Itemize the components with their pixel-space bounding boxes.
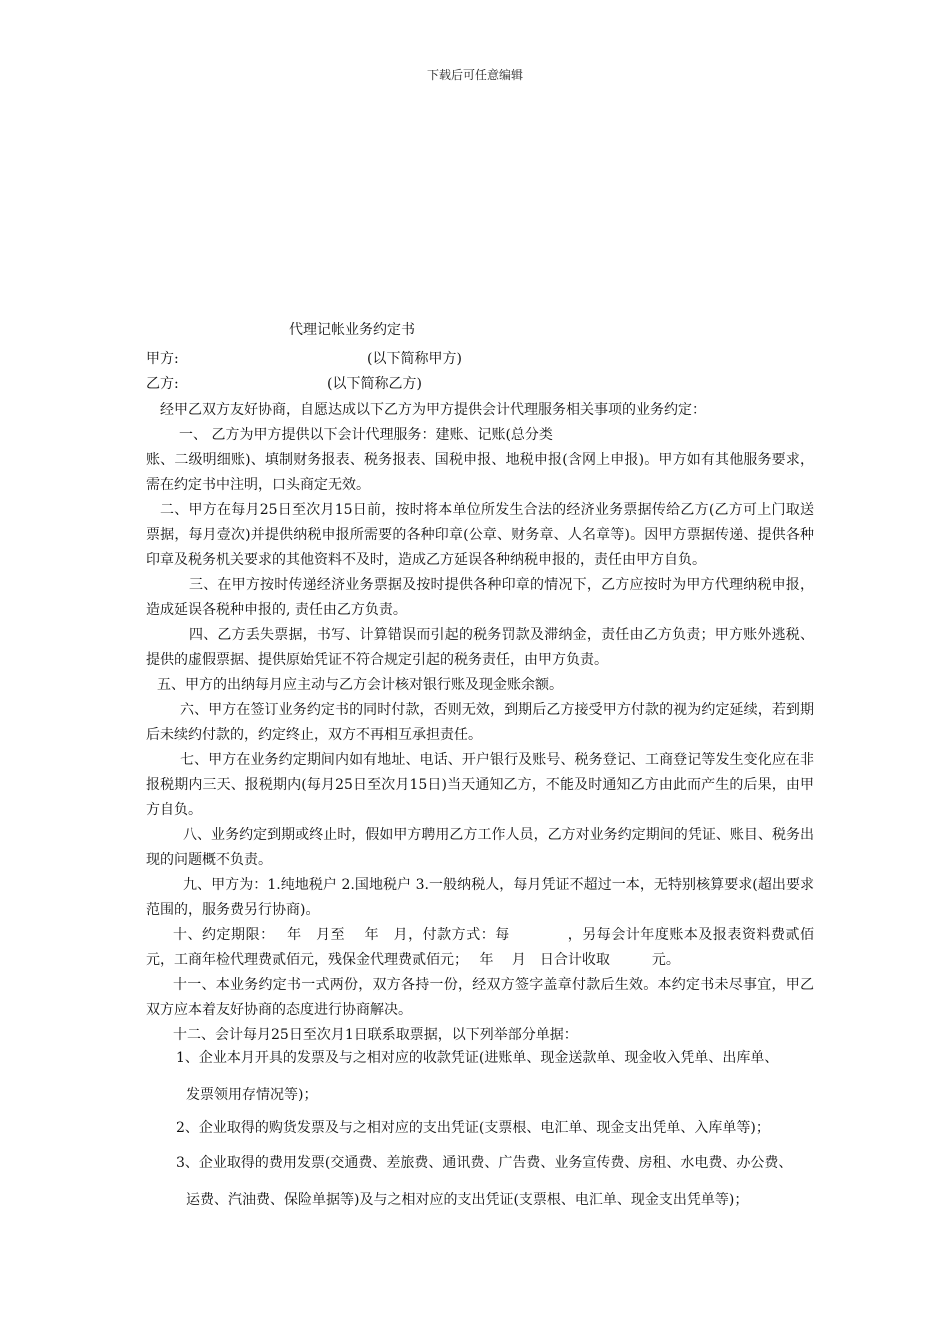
clause-12: 十二、会计每月25日至次月1日联系取票据，以下列举部分单据：	[173, 1027, 578, 1043]
party-a-label: 甲方:	[146, 351, 179, 367]
clause-4: 四、乙方丢失票据，书写、计算错误而引起的税务罚款及滞纳金，责任由乙方负责；甲方账外逃税、提供的虚假票据、提供原始凭证不符合规定引起的税务责任，由甲方负责。	[146, 627, 814, 668]
list-item-2-first: 2、企业取得的购货发票及与之相对应的支出凭证(支票根、电汇单、现金支出凭单、入库单等)；	[176, 1120, 770, 1136]
list-item	[176, 1118, 831, 1138]
list-item-1-first: 1、企业本月开具的发票及与之相对应的收款凭证(进账单、现金送款单、现金收入凭单、出库单、	[176, 1050, 779, 1066]
clause-8: 八、业务约定到期或终止时，假如甲方聘用乙方工作人员，乙方对业务约定期间的凭证、账目、税务出现的问题概不负责。	[146, 827, 814, 868]
clause-11: 十一、本业务约定书一式两份，双方各持一份，经双方签字盖章付款后生效。本约定书未尽事宜，甲乙双方应本着友好协商的态度进行协商解决。	[146, 977, 814, 1018]
list-item-1-cont: 发票领用存情况等)；	[186, 1087, 318, 1103]
clause-6: 六、甲方在签订业务约定书的同时付款，否则无效，到期后乙方接受甲方付款的视为约定延续，若到期后未续约付款的，约定终止，双方不再相互承担责任。	[146, 702, 814, 743]
list-item-3-first: 3、企业取得的费用发票(交通费、差旅费、通讯费、广告费、业务宣传费、房租、水电费、办公费、	[176, 1155, 793, 1171]
header-note: 下载后可任意编辑	[426, 68, 523, 82]
clause-3: 三、在甲方按时传递经济业务票据及按时提供各种印章的情况下，乙方应按时为甲方代理纳税申报，造成延误各税种申报的, 责任由乙方负责。	[146, 577, 814, 618]
clause-9: 九、甲方为：1.纯地税户 2.国地税户 3.一般纳税人，每月凭证不超过一本，无特别核算要求(超出要求范围的，服务费另行协商)。	[146, 877, 814, 918]
clause-1-first-line: 一、 乙方为甲方提供以下会计代理服务：建账、记账(总分类	[179, 427, 553, 443]
list-item	[176, 1048, 831, 1105]
list-item-3-cont: 运费、汽油费、保险单据等)及与之相对应的支出凭证(支票根、电汇单、现金支出凭单等)；	[186, 1192, 749, 1208]
list-item	[176, 1153, 831, 1210]
party-a-alias: (以下简称甲方)	[367, 351, 462, 367]
document-title: 代理记帐业务约定书	[289, 322, 415, 338]
clause-2: 二、甲方在每月25日至次月15日前，按时将本单位所发生合法的经济业务票据传给乙方(乙方可上门取送票据，每月壹次)并提供纳税申报所需要的各种印章(公章、财务章、人名章等)。因甲方票据传递、提供各种印章及税务机关要求的其他资料不及时，造成乙方延误各种纳税申报的，责任由甲方自负。	[146, 502, 814, 568]
clause-7: 七、甲方在业务约定期间内如有地址、电话、开户银行及账号、税务登记、工商登记等发生变化应在非报税期内三天、报税期内(每月25日至次月15日)当天通知乙方，不能及时通知乙方由此而产生的后果，由甲方自负。	[146, 752, 814, 818]
clause-5: 五、甲方的出纳每月应主动与乙方会计核对银行账及现金账余额。	[157, 677, 563, 693]
party-b-label: 乙方:	[146, 376, 179, 392]
clause-1-rest: 账、二级明细账)、填制财务报表、税务报表、国税申报、地税申报(含网上申报)。甲方如有其他服务要求，需在约定书中注明，口头商定无效。	[146, 452, 814, 493]
party-b-alias: (以下简称乙方)	[327, 376, 422, 392]
intro-paragraph: 经甲乙双方友好协商，自愿达成以下乙方为甲方提供会计代理服务相关事项的业务约定：	[160, 402, 706, 418]
clause-1	[146, 423, 814, 498]
clause-10: 十、约定期限： 年 月至 年 月，付款方式：每 ，另每会计年度账本及报表资料费贰佰元，工商年检代理费贰佰元，残保金代理费贰佰元； 年 月 日合计收取 元。	[146, 927, 814, 968]
